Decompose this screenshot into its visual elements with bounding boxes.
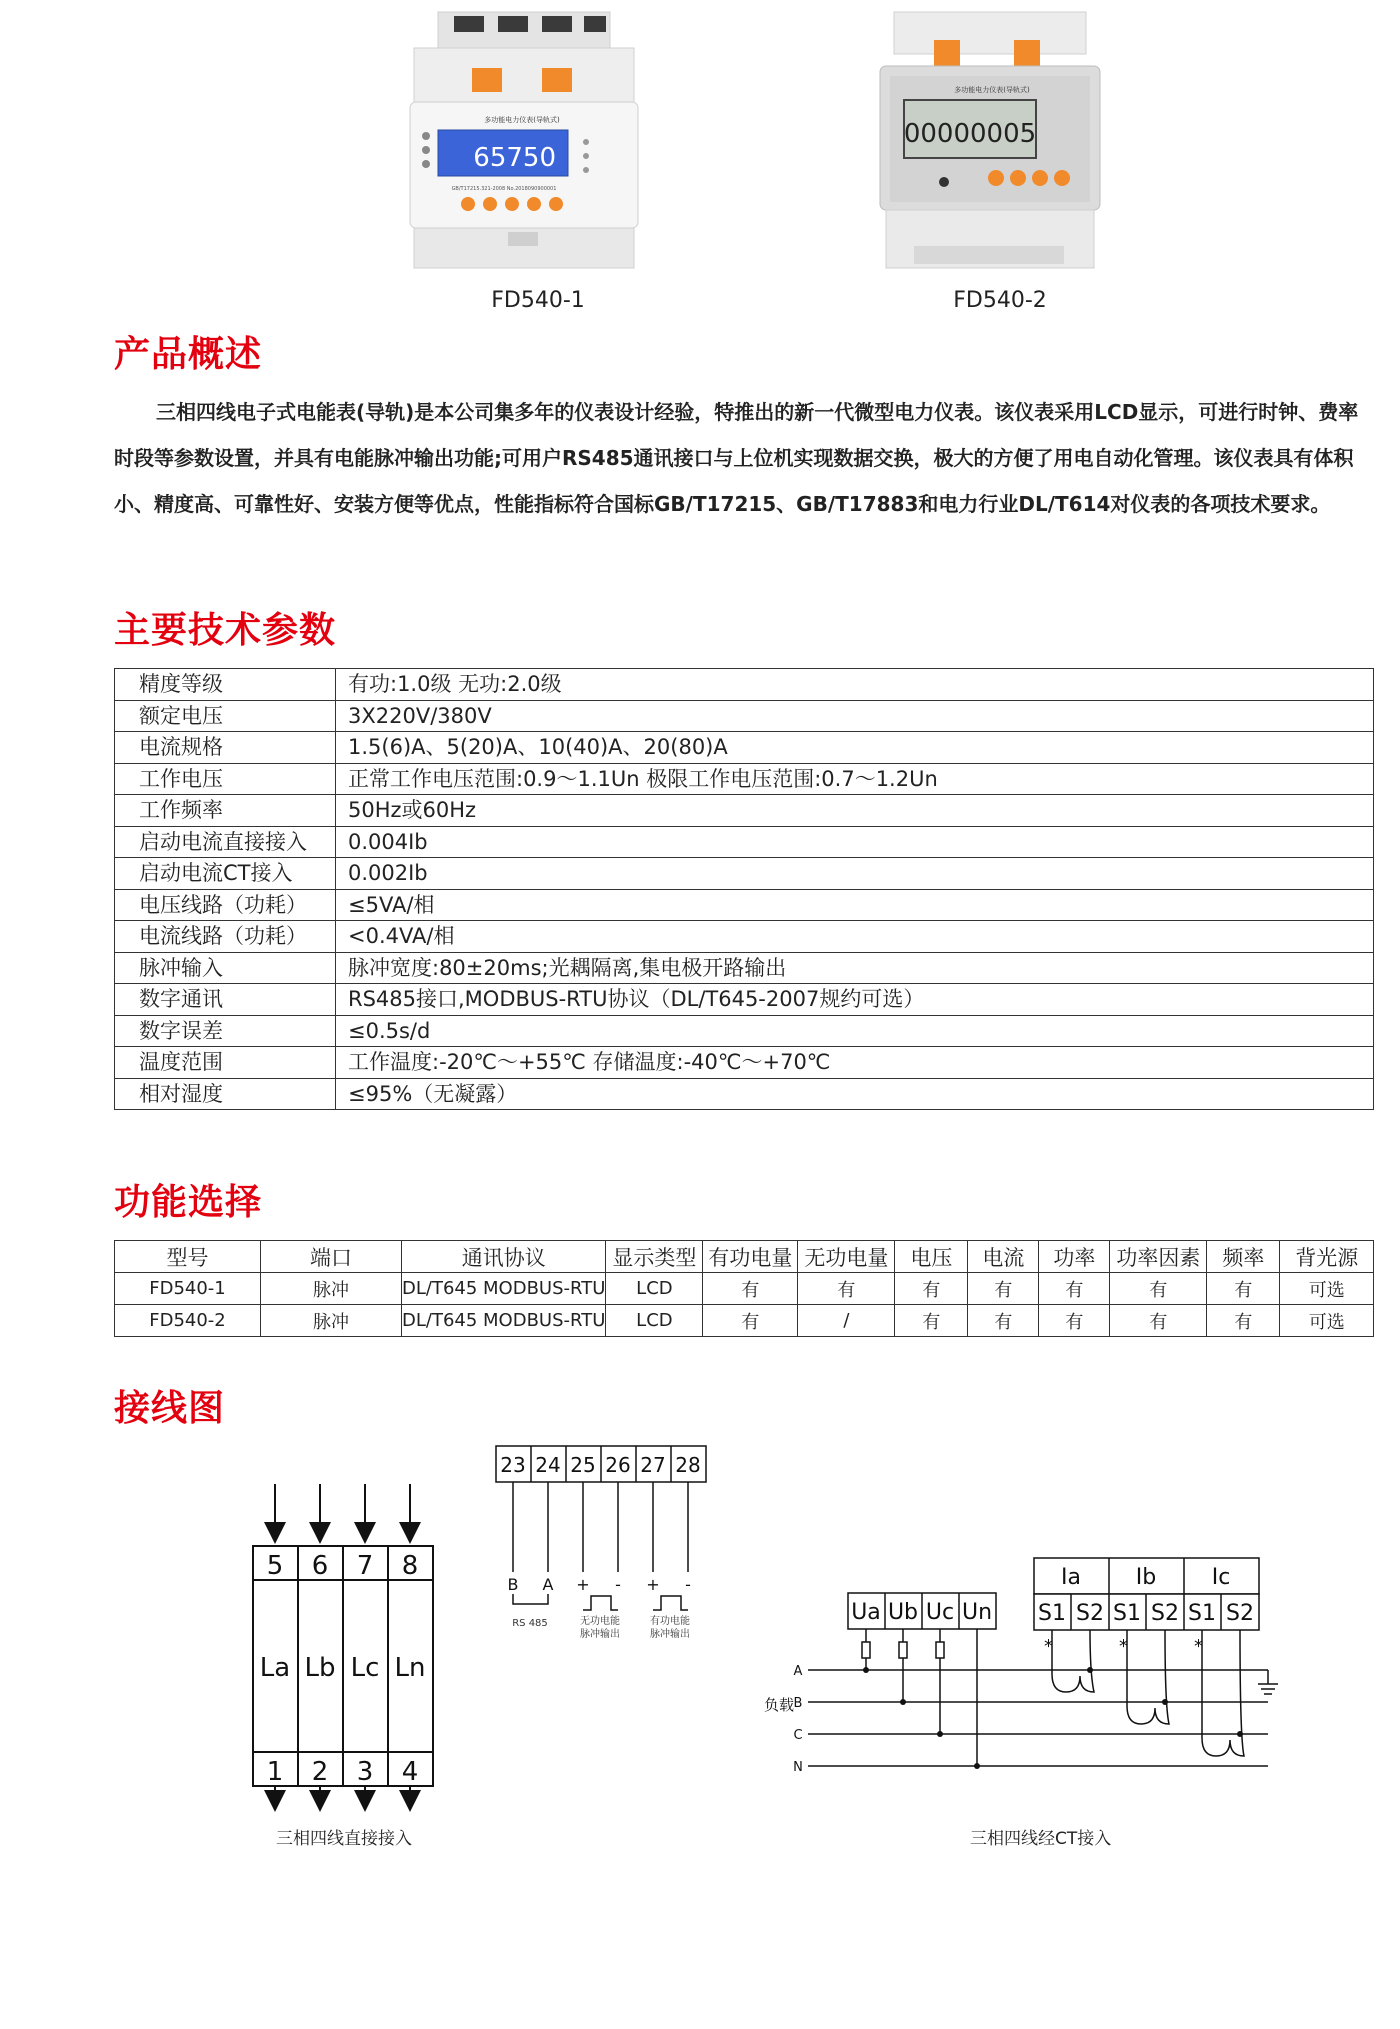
functions-title: 功能选择 xyxy=(114,1182,263,1223)
functions-table: 型号 端口 通讯协议 显示类型 有功电量 无功电量 电压 电流 功率 功率因素 频率 背光源 FD540-1 脉冲 DL/T645 MODBUS-RTU LCD 有 有 有 有 有 有 有 可选 FD540-2 脉冲 DL/T645 MODBUS-RTU LCD 有 / 有 有 有 有 有 可选 xyxy=(114,1240,1374,1337)
lcd-value-2: 00000005 xyxy=(903,119,1037,149)
svg-text:*: * xyxy=(1194,1636,1203,1657)
table-row: 工作频率 50Hz或60Hz xyxy=(115,795,1374,827)
params-title: 主要技术参数 xyxy=(114,610,337,651)
svg-text:Ub: Ub xyxy=(887,1600,919,1625)
product-image-fd540-2 xyxy=(874,10,1106,272)
svg-text:Ib: Ib xyxy=(1135,1565,1157,1590)
svg-text:S1: S1 xyxy=(1113,1601,1141,1626)
svg-text:GB/T17215.321-2008 No.20180: GB/T17215.321-2008 No.2018090900001 xyxy=(451,186,557,192)
wiring-title: 接线图 xyxy=(114,1388,226,1429)
terminal-label: 4 xyxy=(401,1757,419,1787)
svg-text:Uc: Uc xyxy=(925,1600,955,1625)
terminal-label: 5 xyxy=(266,1551,284,1581)
table-row: 额定电压 3X220V/380V xyxy=(115,700,1374,732)
direct-caption: 三相四线直接接入 xyxy=(276,1829,412,1849)
table-row: 温度范围 工作温度:-20℃～+55℃ 存储温度:-40℃～+70℃ xyxy=(115,1047,1374,1079)
overview-title: 产品概述 xyxy=(114,334,263,375)
terminal-label: 2 xyxy=(311,1757,329,1787)
table-row: FD540-1 脉冲 DL/T645 MODBUS-RTU LCD 有 有 有 有 有 有 有 可选 xyxy=(115,1273,1374,1305)
terminal-label: 6 xyxy=(311,1551,329,1581)
params-table xyxy=(114,668,1374,1110)
svg-text:脉冲输出: 脉冲输出 xyxy=(650,1629,690,1640)
table-row: 电流线路（功耗） <0.4VA/相 xyxy=(115,921,1374,953)
svg-text:无功电能: 无功电能 xyxy=(580,1616,620,1627)
svg-text:N: N xyxy=(793,1760,803,1775)
svg-text:有功电能: 有功电能 xyxy=(650,1616,690,1627)
table-row: 电流规格 1.5(6)A、5(20)A、10(40)A、20(80)A xyxy=(115,732,1374,764)
svg-text:28: 28 xyxy=(675,1453,701,1477)
svg-text:+: + xyxy=(646,1575,660,1594)
table-row: 脉冲输入 脉冲宽度:80±20ms;光耦隔离,集电极开路输出 xyxy=(115,952,1374,984)
svg-text:A: A xyxy=(542,1575,554,1594)
svg-text:C: C xyxy=(793,1728,803,1743)
svg-text:*: * xyxy=(1119,1636,1128,1657)
product-caption-1: FD540-1 xyxy=(491,288,585,313)
terminal-label: 8 xyxy=(401,1551,419,1581)
terminal-label: 7 xyxy=(356,1551,374,1581)
table-row: 数字误差 ≤0.5s/d xyxy=(115,1015,1374,1047)
svg-text:25: 25 xyxy=(570,1453,596,1477)
table-row: 相对湿度 ≤95%（无凝露） xyxy=(115,1078,1374,1110)
table-row: 数字通讯 RS485接口,MODBUS-RTU协议（DL/T645-2007规约可选） xyxy=(115,984,1374,1016)
panel-title-2: 多功能电力仪表(导轨式) xyxy=(954,86,1030,94)
svg-text:+: + xyxy=(576,1575,590,1594)
svg-text:A: A xyxy=(793,1664,803,1679)
svg-text:Ic: Ic xyxy=(1211,1565,1231,1590)
phase-label: Ln xyxy=(394,1653,426,1683)
phase-label: Lb xyxy=(304,1653,336,1683)
ct-wiring-diagram xyxy=(748,1548,1288,1818)
svg-text:RS 485: RS 485 xyxy=(512,1618,548,1629)
table-row: 启动电流直接接入 0.004Ib xyxy=(115,826,1374,858)
svg-text:Ua: Ua xyxy=(851,1600,881,1625)
svg-text:S1: S1 xyxy=(1038,1601,1066,1626)
svg-text:B: B xyxy=(507,1575,519,1594)
panel-title: 多功能电力仪表(导轨式) xyxy=(484,116,560,124)
lcd-value: 65750 xyxy=(473,143,556,173)
phase-label: Lc xyxy=(350,1653,380,1683)
svg-text:23: 23 xyxy=(500,1453,526,1477)
svg-text:-: - xyxy=(685,1575,691,1594)
load-label: 负载 xyxy=(764,1696,795,1714)
phase-label: La xyxy=(259,1653,291,1683)
direct-wiring-diagram xyxy=(240,1484,450,1814)
terminal-label: 3 xyxy=(356,1757,374,1787)
table-row: 工作电压 正常工作电压范围:0.9～1.1Un 极限工作电压范围:0.7～1.2Un xyxy=(115,763,1374,795)
svg-text:*: * xyxy=(1044,1636,1053,1657)
comm-terminal-diagram xyxy=(494,1444,710,1644)
svg-text:S2: S2 xyxy=(1151,1601,1179,1626)
svg-text:26: 26 xyxy=(605,1453,631,1477)
product-image-fd540-1 xyxy=(408,10,640,272)
svg-text:B: B xyxy=(793,1696,803,1711)
table-row: 电压线路（功耗） ≤5VA/相 xyxy=(115,889,1374,921)
svg-text:Ia: Ia xyxy=(1061,1565,1081,1590)
product-caption-2: FD540-2 xyxy=(953,288,1047,313)
table-row: 启动电流CT接入 0.002Ib xyxy=(115,858,1374,890)
svg-text:Un: Un xyxy=(961,1600,993,1625)
svg-text:-: - xyxy=(615,1575,621,1594)
overview-text: 三相四线电子式电能表(导轨)是本公司集多年的仪表设计经验，特推出的新一代微型电力仪表。该仪表采用LCD显示，可进行时钟、费率时段等参数设置，并具有电能脉冲输出功能;可用户RS485通讯接口与上位机实现数据交换，极大的方便了用电自动化管理。该仪表具有体积小、精度高、可靠性好、安装方便等优点，性能指标符合国标GB/T17215、GB/T17883和电力行业DL/T614对仪表的各项技术要求。 xyxy=(114,400,1359,516)
svg-text:脉冲输出: 脉冲输出 xyxy=(580,1629,620,1640)
svg-text:S1: S1 xyxy=(1188,1601,1216,1626)
table-row: FD540-2 脉冲 DL/T645 MODBUS-RTU LCD 有 / 有 有 有 有 有 可选 xyxy=(115,1305,1374,1337)
ct-caption: 三相四线经CT接入 xyxy=(970,1829,1112,1849)
svg-text:24: 24 xyxy=(535,1453,561,1477)
svg-text:S2: S2 xyxy=(1226,1601,1254,1626)
table-row: 精度等级 有功:1.0级 无功:2.0级 xyxy=(115,669,1374,701)
svg-text:S2: S2 xyxy=(1076,1601,1104,1626)
terminal-label: 1 xyxy=(266,1757,284,1787)
svg-text:27: 27 xyxy=(640,1453,666,1477)
